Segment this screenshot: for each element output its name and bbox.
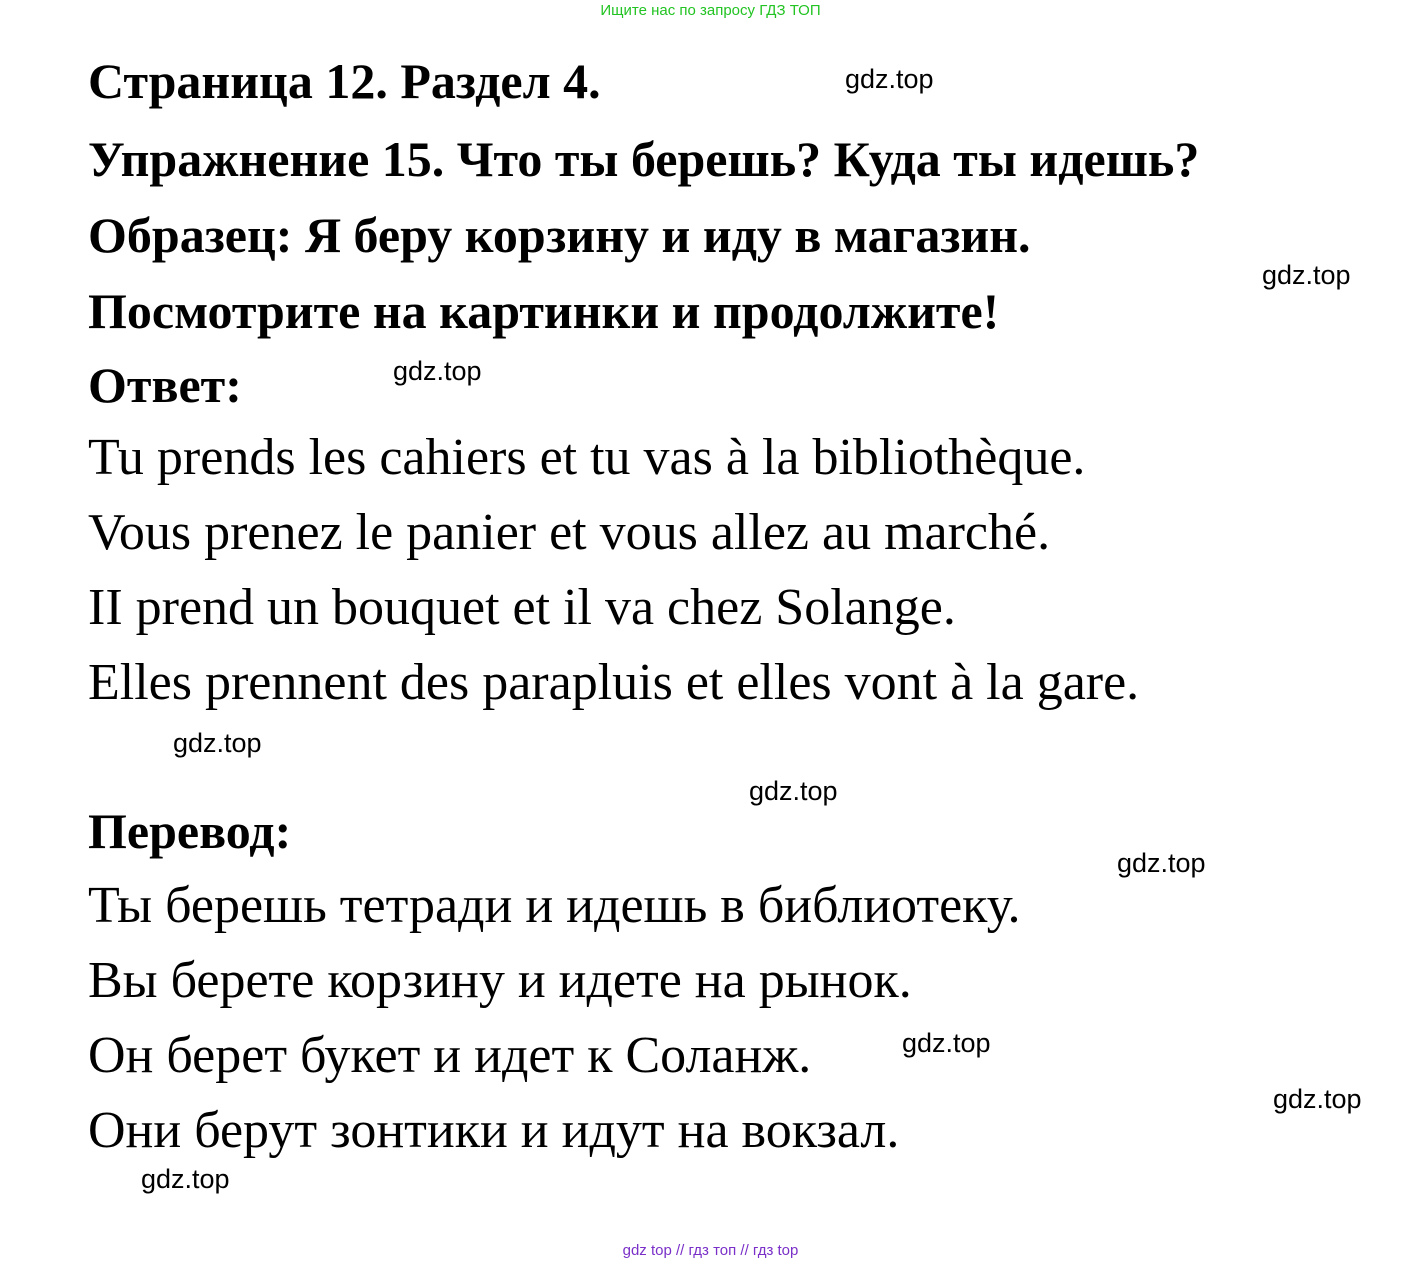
- watermark: gdz.top: [173, 728, 262, 758]
- translation-line-3: Он берет букет и идет к Соланж.: [88, 1027, 812, 1084]
- watermark: gdz.top: [845, 64, 934, 94]
- watermark: gdz.top: [1117, 848, 1206, 878]
- exercise-heading: Упражнение 15. Что ты берешь? Куда ты идешь?: [88, 131, 1200, 187]
- answer-line-1: Tu prends les cahiers et tu vas à la bibliothèque.: [88, 429, 1086, 486]
- watermark: gdz.top: [141, 1164, 230, 1194]
- watermark: gdz.top: [1262, 260, 1351, 290]
- translation-line-4: Они берут зонтики и идут на вокзал.: [88, 1102, 900, 1159]
- sample-heading: Образец: Я беру корзину и иду в магазин.: [88, 207, 1031, 263]
- answer-line-4: Elles prennent des parapluis et elles vont à la gare.: [88, 654, 1140, 711]
- top-banner-link[interactable]: Ищите нас по запросу ГДЗ ТОП: [600, 2, 821, 19]
- answer-line-2: Vous prenez le panier et vous allez au marché.: [88, 504, 1051, 561]
- page-section-heading: Страница 12. Раздел 4.: [88, 53, 601, 109]
- watermark: gdz.top: [393, 356, 482, 386]
- watermark: gdz.top: [1273, 1084, 1362, 1114]
- instruction-heading: Посмотрите на картинки и продолжите!: [88, 283, 1000, 339]
- answer-line-3: II prend un bouquet et il va chez Solange.: [88, 579, 956, 636]
- watermark: gdz.top: [902, 1028, 991, 1058]
- translation-line-1: Ты берешь тетради и идешь в библиотеку.: [88, 877, 1021, 934]
- translation-line-2: Вы берете корзину и идете на рынок.: [88, 952, 912, 1009]
- answer-label: Ответ:: [88, 357, 242, 413]
- watermark: gdz.top: [749, 776, 838, 806]
- footer-link[interactable]: gdz top // гдз топ // гдз top: [622, 1242, 799, 1259]
- translation-label: Перевод:: [88, 803, 292, 859]
